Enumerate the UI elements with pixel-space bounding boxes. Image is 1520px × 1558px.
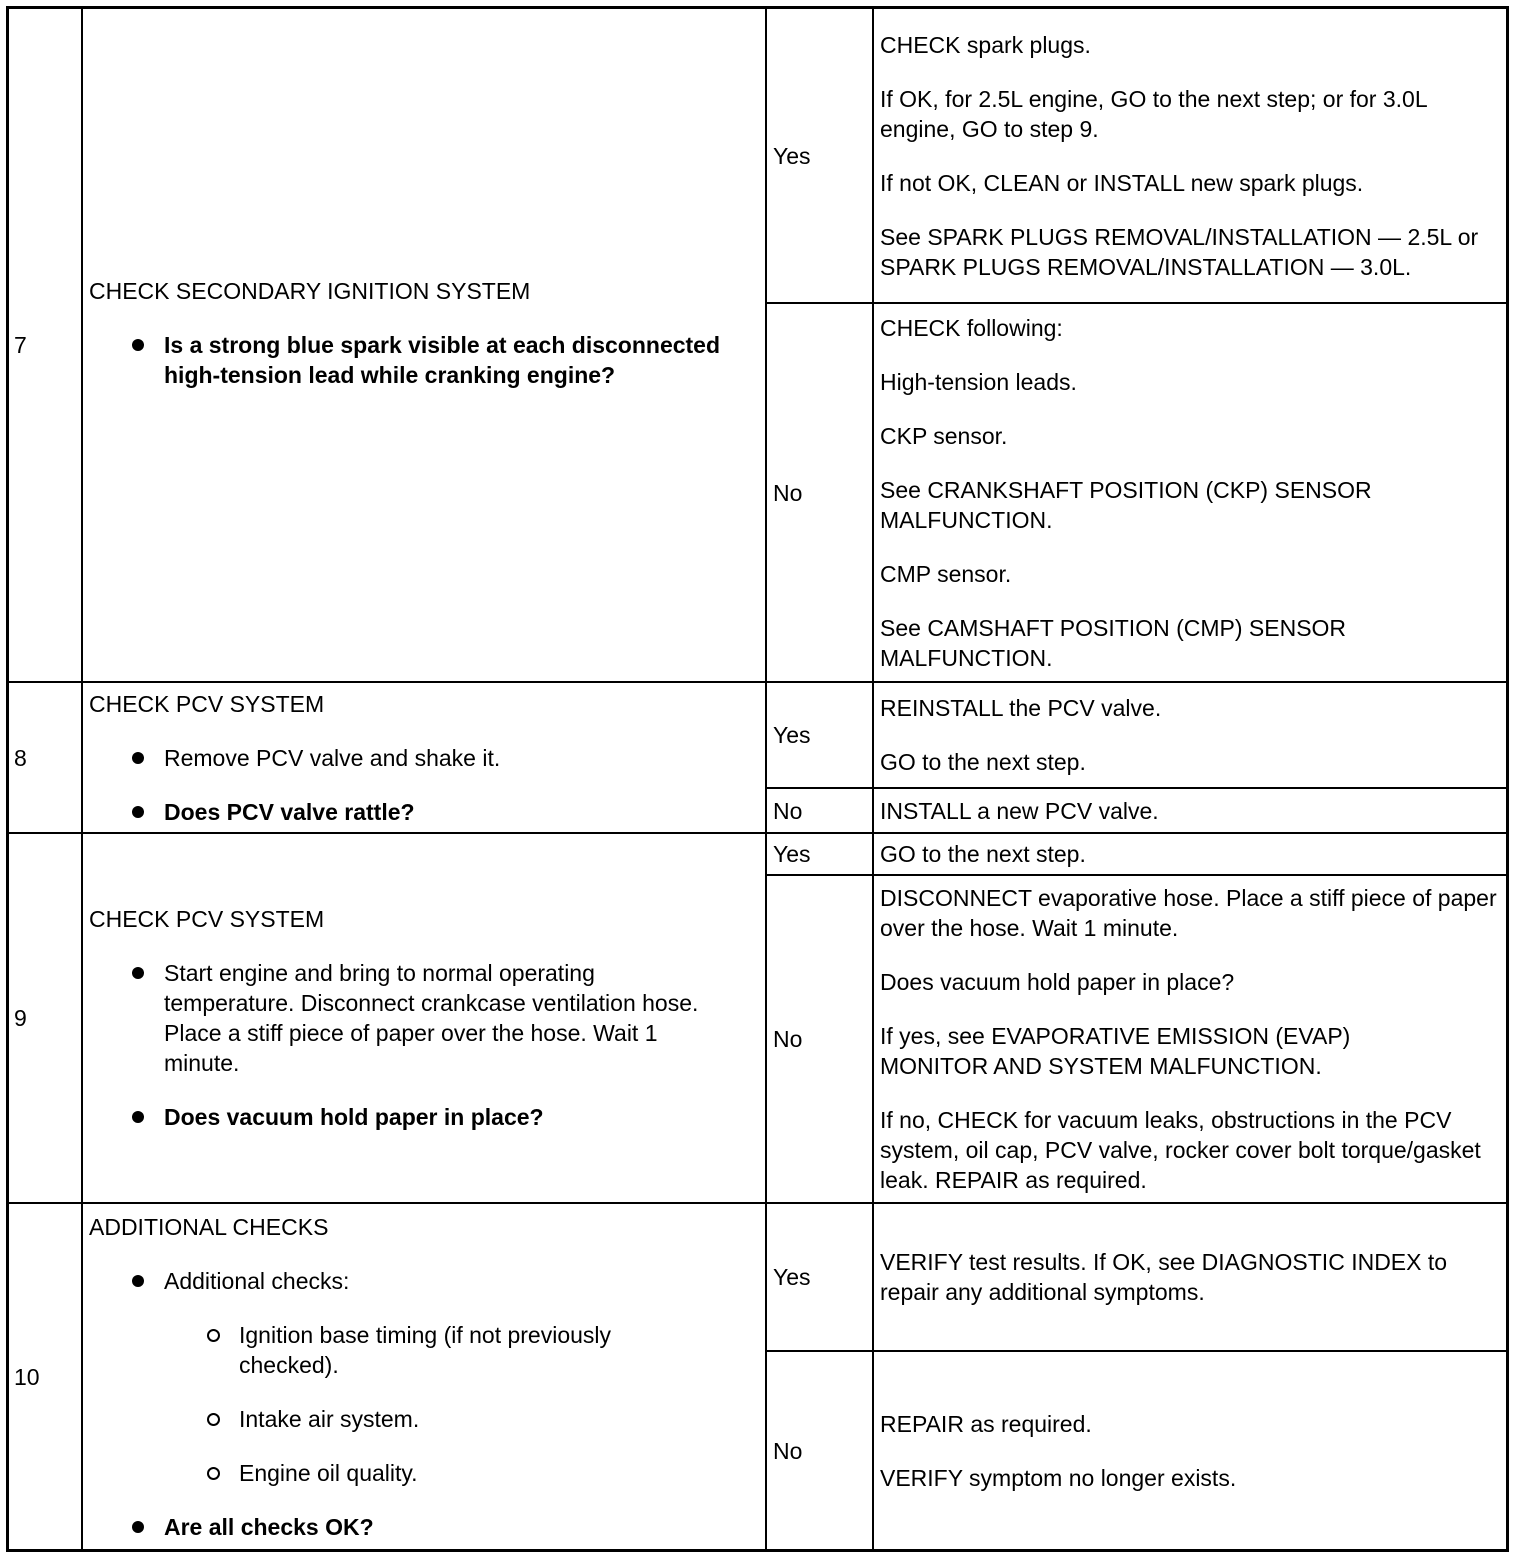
result-yes-label <box>767 834 872 874</box>
step-number-text: 10 <box>14 1363 40 1390</box>
table-border-right <box>1506 6 1509 1552</box>
result-no-label <box>767 304 872 681</box>
test-step-cell <box>83 683 765 832</box>
action-text: VERIFY test results. If OK, see DIAGNOSTIC INDEX to repair any additional symptoms. <box>880 1249 1448 1305</box>
bullet-icon <box>132 339 144 351</box>
result-yes-label <box>767 683 872 787</box>
result-no-label <box>767 1352 872 1549</box>
action-text: GO to the next step. <box>880 749 1086 775</box>
diagnostic-table <box>6 6 1509 1552</box>
action-text: If not OK, CLEAN or INSTALL new spark plugs. <box>880 169 1364 196</box>
bullet-text: Is a strong blue spark visible at each disconnected high-tension lead while cranking engine? <box>164 332 721 388</box>
bullet-icon <box>132 1111 144 1123</box>
test-step-heading: ADDITIONAL CHECKS <box>89 1213 329 1240</box>
action-text: GO to the next step. <box>880 841 1086 867</box>
result-label-text: No <box>773 479 803 506</box>
bullet-icon <box>132 806 144 818</box>
bullet-item <box>89 797 759 827</box>
action-yes-cell <box>874 1204 1506 1350</box>
bullet-item <box>89 330 759 390</box>
result-label-text: No <box>773 1026 803 1052</box>
bullet-icon <box>132 752 144 764</box>
bullet-item <box>89 1512 759 1542</box>
result-label-text: Yes <box>773 1264 811 1290</box>
action-yes-cell <box>874 9 1506 302</box>
action-yes-cell <box>874 683 1506 787</box>
step-number <box>9 683 81 832</box>
sub-bullet-item <box>89 1404 759 1434</box>
sub-bullet-item <box>89 1458 759 1488</box>
action-text: CHECK spark plugs. <box>880 31 1091 58</box>
step-number <box>9 834 81 1202</box>
bullet-item <box>89 743 759 773</box>
table-border-bottom <box>6 1549 1509 1552</box>
bullet-text: Are all checks OK? <box>164 1513 374 1540</box>
action-text: Does vacuum hold paper in place? <box>880 969 1235 995</box>
test-step-heading: CHECK PCV SYSTEM <box>89 906 325 932</box>
action-no-cell <box>874 304 1506 681</box>
sub-bullet-text: Ignition base timing (if not previously checked). <box>239 1321 612 1378</box>
action-text: See SPARK PLUGS REMOVAL/INSTALLATION — 2.5L or SPARK PLUGS REMOVAL/INSTALLATION — 3.0L. <box>880 223 1479 280</box>
action-no-cell <box>874 1352 1506 1549</box>
step-number <box>9 9 81 681</box>
sub-bullet-icon <box>207 1413 220 1426</box>
test-step-cell <box>83 9 765 681</box>
action-text: High-tension leads. <box>880 368 1077 395</box>
sub-bullet-item <box>89 1320 759 1380</box>
sub-bullet-icon <box>207 1329 220 1342</box>
bullet-text: Remove PCV valve and shake it. <box>164 744 501 771</box>
bullet-text: Additional checks: <box>164 1267 350 1294</box>
sub-bullet-text: Engine oil quality. <box>239 1459 418 1486</box>
result-yes-label <box>767 9 872 302</box>
test-step-heading: CHECK PCV SYSTEM <box>89 690 325 717</box>
result-label-text: No <box>773 1437 803 1464</box>
test-step-cell <box>83 1204 765 1549</box>
result-no-label <box>767 876 872 1202</box>
result-yes-label <box>767 1204 872 1350</box>
step-number-text: 8 <box>14 744 27 771</box>
bullet-icon <box>132 967 144 979</box>
action-no-cell <box>874 789 1506 832</box>
step-number-text: 9 <box>14 1005 27 1031</box>
test-step-heading: CHECK SECONDARY IGNITION SYSTEM <box>89 278 531 304</box>
bullet-text: Does PCV valve rattle? <box>164 798 415 825</box>
action-text: See CAMSHAFT POSITION (CMP) SENSOR MALFUNCTION. <box>880 614 1347 671</box>
result-label-text: No <box>773 797 803 824</box>
action-text: CKP sensor. <box>880 422 1008 449</box>
action-text: CHECK following: <box>880 314 1063 341</box>
bullet-icon <box>132 1275 144 1287</box>
action-text: REINSTALL the PCV valve. <box>880 695 1162 721</box>
action-text: If no, CHECK for vacuum leaks, obstructions in the PCV system, oil cap, PCV valve, rocker cover bolt torque/gasket leak. REPAIR as required. <box>880 1107 1481 1193</box>
action-text: INSTALL a new PCV valve. <box>880 797 1159 824</box>
step-number <box>9 1204 81 1549</box>
result-label-text: Yes <box>773 722 811 748</box>
bullet-item <box>89 1266 759 1296</box>
action-text: REPAIR as required. <box>880 1410 1092 1437</box>
sub-bullet-icon <box>207 1467 220 1480</box>
action-text: CMP sensor. <box>880 560 1012 587</box>
bullet-text: Start engine and bring to normal operating temperature. Disconnect crankcase ventilation hose. Place a stiff piece of paper over the hose. Wait 1 minute. <box>164 960 699 1076</box>
step-number-text: 7 <box>14 332 27 358</box>
result-label-text: Yes <box>773 841 811 867</box>
action-text: VERIFY symptom no longer exists. <box>880 1464 1237 1491</box>
result-no-label <box>767 789 872 832</box>
action-no-cell <box>874 876 1506 1202</box>
action-yes-cell <box>874 834 1506 874</box>
action-text: See CRANKSHAFT POSITION (CKP) SENSOR MALFUNCTION. <box>880 476 1372 533</box>
bullet-item <box>89 958 759 1078</box>
test-step-cell <box>83 834 765 1202</box>
action-text: If OK, for 2.5L engine, GO to the next step; or for 3.0L engine, GO to step 9. <box>880 85 1427 142</box>
sub-bullet-text: Intake air system. <box>239 1405 420 1432</box>
bullet-text: Does vacuum hold paper in place? <box>164 1104 544 1130</box>
action-text: DISCONNECT evaporative hose. Place a stiff piece of paper over the hose. Wait 1 minute. <box>880 885 1497 941</box>
result-label-text: Yes <box>773 142 811 169</box>
bullet-icon <box>132 1521 144 1533</box>
bullet-item <box>89 1102 759 1132</box>
action-text: If yes, see EVAPORATIVE EMISSION (EVAP) MONITOR AND SYSTEM MALFUNCTION. <box>880 1023 1351 1079</box>
